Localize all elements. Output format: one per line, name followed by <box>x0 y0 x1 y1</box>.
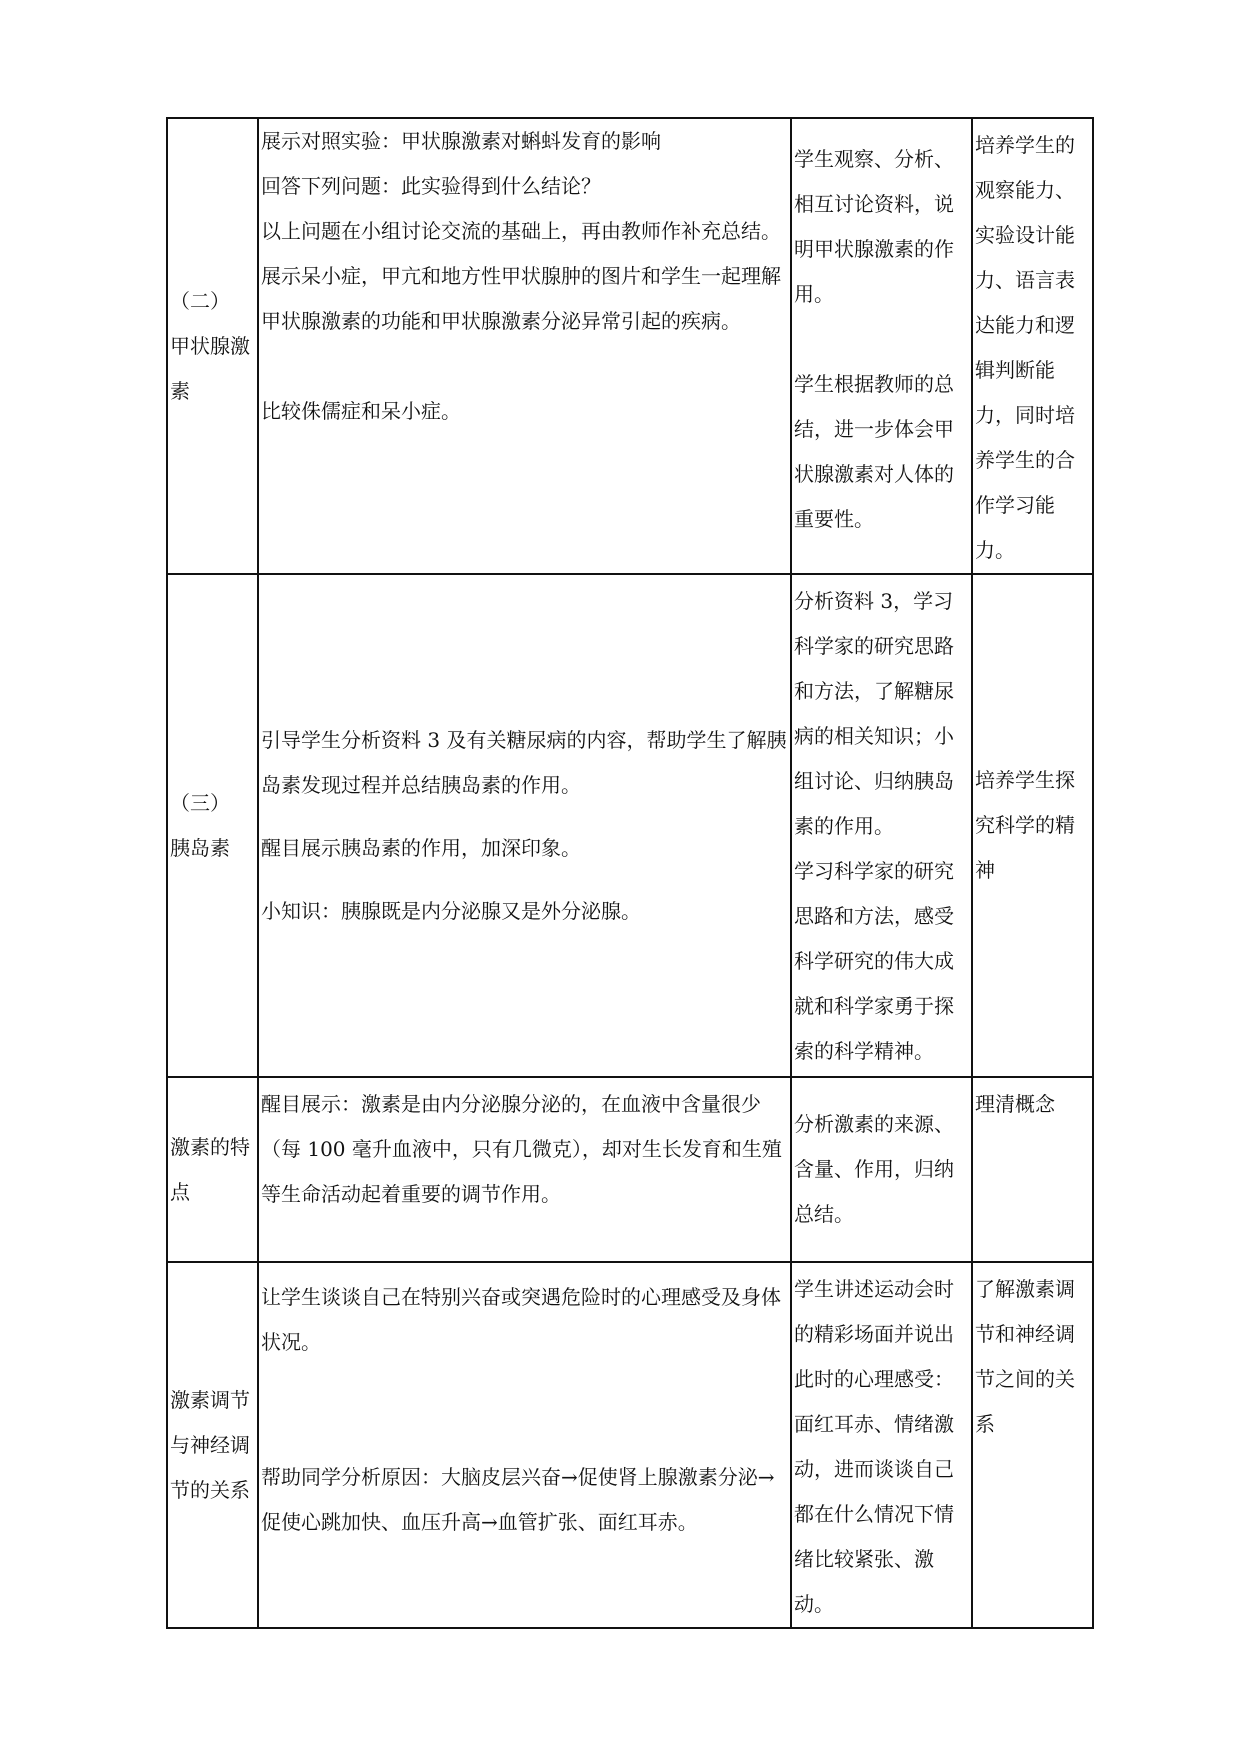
student-paragraph: 分析激素的来源、含量、作用，归纳总结。 <box>794 1112 954 1226</box>
topic-cell <box>167 1077 258 1262</box>
table-row <box>167 1077 1093 1262</box>
student-paragraph: 分析资料 3，学习科学家的研究思路和方法，了解糖尿病的相关知识；小组讨论、归纳胰岛素的作用。 <box>794 589 954 838</box>
spacer <box>794 317 969 362</box>
teacher-paragraph: 醒目展示胰岛素的作用，加深印象。 <box>261 835 581 860</box>
topic-cell <box>167 1262 258 1628</box>
teacher-activity-cell <box>258 118 791 574</box>
teacher-paragraph: 回答下列问题：此实验得到什么结论？ <box>261 174 601 198</box>
teacher-activity-cell <box>258 1077 791 1262</box>
table-row <box>167 574 1093 1077</box>
design-intent-cell <box>972 118 1093 574</box>
student-activity-cell <box>791 1262 972 1628</box>
topic-line: 激素调节与神经调节的关系 <box>170 1387 250 1502</box>
topic-line: 甲状腺激素 <box>170 333 250 403</box>
teacher-paragraph: 醒目展示：激素是由内分泌腺分泌的，在血液中含量很少（每 100 毫升血液中，只有几微克），却对生长发育和生殖等生命活动起着重要的调节作用。 <box>261 1092 782 1206</box>
teacher-paragraph: 帮助同学分析原因：大脑皮层兴奋→促使肾上腺激素分泌→促使心跳加快、血压升高→血管扩张、面红耳赤。 <box>261 1465 775 1534</box>
teacher-paragraph: 让学生谈谈自己在特别兴奋或突遇危险时的心理感受及身体状况。 <box>261 1285 781 1354</box>
student-paragraph: 学生讲述运动会时的精彩场面并说出此时的心理感受：面红耳赤、情绪激动，进而谈谈自己都在什么情况下情绪比较紧张、激动。 <box>794 1277 954 1616</box>
topic-cell <box>167 118 258 574</box>
teacher-paragraph: 展示呆小症，甲亢和地方性甲状腺肿的图片和学生一起理解甲状腺激素的功能和甲状腺激素分泌异常引起的疾病。 <box>261 264 781 333</box>
student-paragraph: 学习科学家的研究思路和方法，感受科学研究的伟大成就和科学家勇于探索的科学精神。 <box>794 859 954 1063</box>
teacher-activity-cell <box>258 574 791 1077</box>
student-activity-cell <box>791 118 972 574</box>
student-activity-cell <box>791 574 972 1077</box>
spacer <box>261 871 788 889</box>
teacher-paragraph: 展示对照实验：甲状腺激素对蝌蚪发育的影响 <box>261 129 661 153</box>
topic-line: （二） <box>170 288 230 313</box>
student-paragraph: 学生观察、分析、相互讨论资料，说明甲状腺激素的作用。 <box>794 147 954 306</box>
spacer <box>261 1365 788 1455</box>
design-intent-cell <box>972 1077 1093 1262</box>
table-row <box>167 118 1093 574</box>
topic-line: （三） <box>170 790 230 815</box>
teacher-paragraph: 比较侏儒症和呆小症。 <box>261 399 461 423</box>
design-intent-cell <box>972 1262 1093 1628</box>
teacher-paragraph: 以上问题在小组讨论交流的基础上，再由教师作补充总结。 <box>261 219 781 243</box>
spacer <box>261 808 788 826</box>
teacher-paragraph: 引导学生分析资料 3 及有关糖尿病的内容，帮助学生了解胰岛素发现过程并总结胰岛素的作用。 <box>261 727 787 797</box>
goal-text: 培养学生探究科学的精神 <box>975 768 1075 882</box>
goal-text: 理清概念 <box>975 1092 1055 1116</box>
teacher-paragraph: 小知识：胰腺既是内分泌腺又是外分泌腺。 <box>261 898 641 923</box>
student-activity-cell <box>791 1077 972 1262</box>
topic-line: 激素的特点 <box>170 1134 250 1204</box>
table-row <box>167 1262 1093 1628</box>
goal-text: 了解激素调节和神经调节之间的关系 <box>975 1277 1075 1436</box>
goal-text: 培养学生的观察能力、实验设计能力、语言表达能力和逻辑判断能力，同时培养学生的合作学习能力。 <box>975 133 1075 562</box>
topic-line: 胰岛素 <box>170 835 230 860</box>
lesson-plan-table <box>166 117 1094 1629</box>
teacher-activity-cell <box>258 1262 791 1628</box>
design-intent-cell <box>972 574 1093 1077</box>
topic-cell <box>167 574 258 1077</box>
student-paragraph: 学生根据教师的总结，进一步体会甲状腺激素对人体的重要性。 <box>794 372 954 531</box>
spacer <box>261 344 788 389</box>
